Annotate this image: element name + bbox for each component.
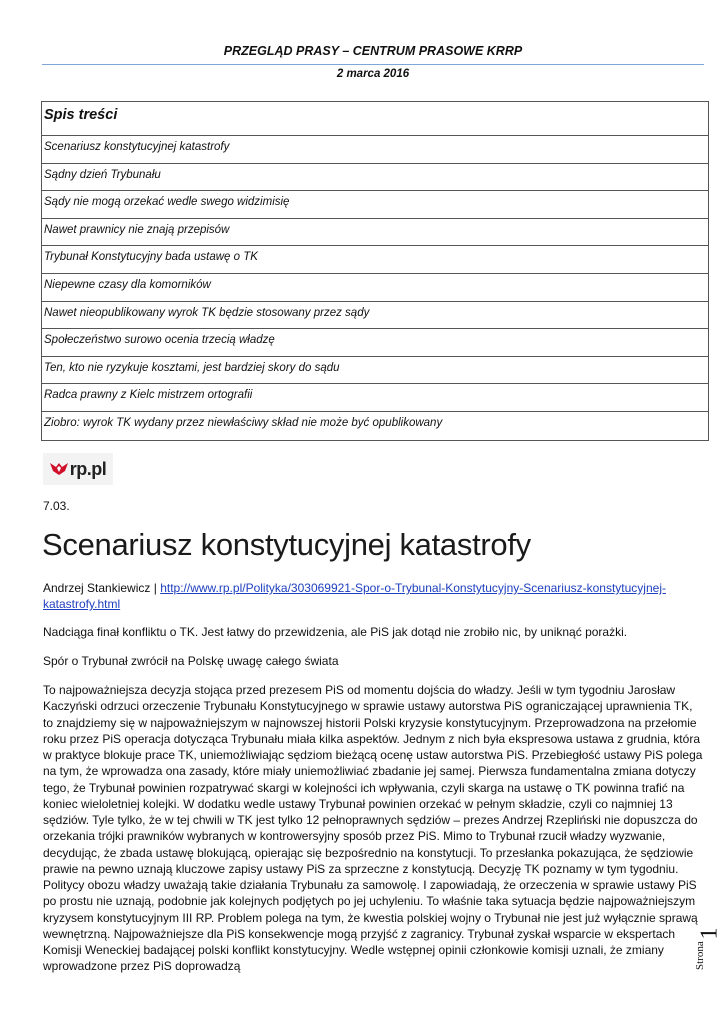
page-number: 1 [696, 927, 723, 940]
page-word: Strona [694, 941, 706, 970]
toc-item[interactable]: Społeczeństwo surowo ocenia trzecią władzę [42, 329, 708, 357]
toc-item[interactable]: Scenariusz konstytucyjnej katastrofy [42, 136, 708, 164]
article-byline [43, 580, 705, 612]
article-author: Andrzej Stankiewicz [43, 581, 151, 595]
toc-item[interactable]: Ziobro: wyrok TK wydany przez niewłaściwy skład nie może być opublikowany [44, 416, 443, 429]
toc-heading: Spis treści [42, 102, 708, 136]
page-number-label [694, 927, 725, 980]
source-logo [43, 453, 113, 485]
page-header-date: 2 marca 2016 [336, 68, 410, 80]
header-divider [42, 64, 704, 65]
toc-item[interactable]: Trybunał Konstytucyjny bada ustawę o TK [42, 246, 708, 274]
article-title: Scenariusz konstytucyjnej katastrofy [42, 527, 531, 562]
article-date: 7.03. [43, 499, 70, 513]
article-subhead: Spór o Trybunał zwrócił na Polskę uwagę całego świata [43, 654, 339, 668]
toc-item[interactable]: Nawet prawnicy nie znają przepisów [42, 219, 708, 247]
toc-item[interactable]: Sądny dzień Trybunału [42, 164, 708, 192]
toc-item[interactable]: Sądy nie mogą orzekać wedle swego widzimisię [42, 191, 708, 219]
toc-item[interactable]: Niepewne czasy dla komorników [42, 274, 708, 302]
article-lead: Nadciąga finał konfliktu o TK. Jest łatwy do przewidzenia, ale PiS jak dotąd nie zrobiło nic, by uniknąć porażki. [43, 625, 628, 639]
toc-item[interactable]: Nawet nieopublikowany wyrok TK będzie stosowany przez sądy [42, 302, 708, 330]
table-of-contents [41, 101, 709, 441]
source-logo-text: rp.pl [69, 458, 107, 479]
byline-separator: | [153, 581, 157, 595]
page-header-title: PRZEGLĄD PRASY – CENTRUM PRASOWE KRRP [223, 44, 523, 58]
toc-item[interactable]: Ten, kto nie ryzykuje kosztami, jest bardziej skory do sądu [42, 357, 708, 385]
toc-item[interactable]: Radca prawny z Kielc mistrzem ortografii [42, 384, 708, 412]
article-body: To najpoważniejsza decyzja stojąca przed prezesem PiS od momentu dojścia do władzy. Jeśli w tym tygodniu Jarosław Kaczyński odrzuci orzeczenie Trybunału Konstytucyjnego w sprawie ustawy autorstwa PiS ograniczającej uprawnienia TK, to znajdziemy się w najpoważniejszym w najnowszej historii Polski kryzysie konstytucyjnym. Przeprowadzona na przełomie roku przez PiS operacja dotycząca Trybunału miała kilka aspektów. Jednym z nich była ekspresowa ustawa z grudnia, która w praktyce blokuje prace TK, uniemożliwiając sędziom bieżącą ocenę ustaw autorstwa PiS. Przebiegłość ustawy PiS polega na tym, że wprowadza ona zasady, które miały uniemożliwiać zbadanie jej samej. Pierwsza fundamentalna zmiana dotyczy tego, że Trybunał powinien rozpatrywać skargi w kolejności ich wpływania, czyli skarga na ustawę o TK powinna trafić na koniec wieloletniej kolejki. W dodatku wedle ustawy Trybunał powinien orzekać w pełnym składzie, czyli co najmniej 13 sędziów. Tyle tylko, że w tej chwili w TK jest tylko 12 pełnoprawnych sędziów – prezes Andrzej Rzepliński nie dopuszcza do orzekania trójki prawników wybranych w kontrowersyjny sposób przez PiS. Mimo to Trybunał rzucił władzy wyzwanie, decydując, że zbada ustawę blokującą, opierając się bezpośrednio na konstytucji. To przesłanka pokazująca, że sędziowie prawie na pewno uznają kluczowe zapisy ustawy PiS za sprzeczne z konstytucją. Decyzję TK poznamy w tym tygodniu. Politycy obozu władzy uważają takie działania Trybunału za samowolę. I zapowiadają, że orzeczenia w sprawie ustawy PiS po prostu nie uznają, podobnie jak kolejnych podjętych po jej uchyleniu. To właśnie taka sytuacja będzie najpoważniejszym kryzysem konstytucyjnym III RP. Problem polega na tym, że kwestia polskiej wojny o Trybunał nie jest już wyłącznie sprawą wewnętrzną. Najpoważniejsze dla PiS konsekwencje mogą przyjść z zagranicy. Trybunał zyskał wsparcie w ekspertach Komisji Weneckiej badającej polski konflikt konstytucyjny. Wedle wstępnej opinii członkowie komisji uznali, że zmiany wprowadzone przez PiS doprowadzą [43, 683, 703, 974]
rp-eagle-icon [50, 461, 68, 477]
article-source-link[interactable]: http://www.rp.pl/Polityka/303069921-Spor-o-Trybunal-Konstytucyjny-Scenariusz-konstytucyjnej-katastrofy.html [43, 581, 666, 611]
